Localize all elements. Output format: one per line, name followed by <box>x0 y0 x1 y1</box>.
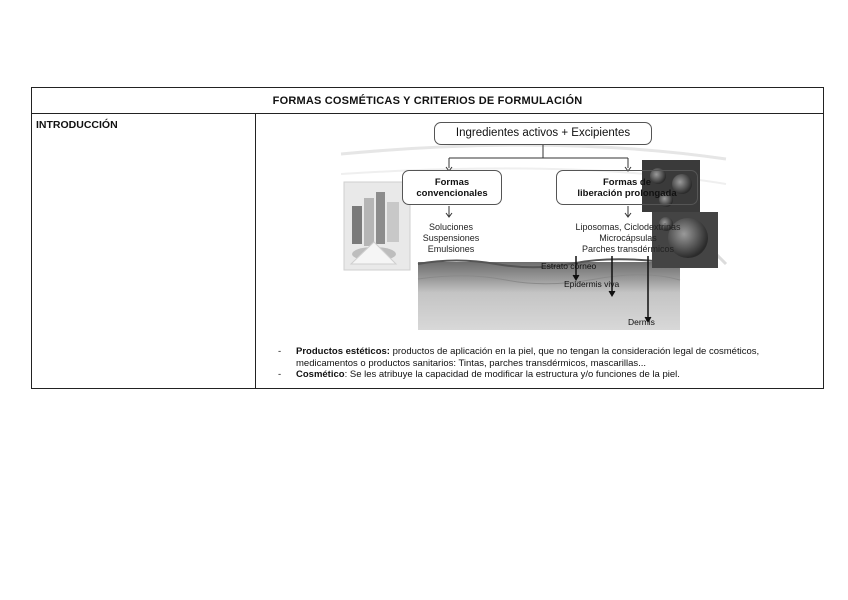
list-item: Suspensiones <box>422 233 480 243</box>
skin-layer-dermis: Dermis <box>628 317 655 327</box>
conventional-forms-line1: Formas <box>434 176 470 188</box>
definition-text: productos de aplicación en la piel, que no tengan la consideración legal de cosméticos, medicamentos o productos sanitarios: Tintas, parches transdérmicos, mascarillas... <box>296 346 760 369</box>
list-item: Microcápsulas <box>599 233 657 243</box>
definition-term: Productos estéticos: <box>296 346 390 357</box>
left-cell <box>32 114 256 388</box>
definition-item <box>278 369 798 381</box>
list-item: Parches transdérmicos <box>581 244 675 254</box>
definition-item <box>278 346 798 369</box>
prolonged-release-list <box>556 222 700 255</box>
prolonged-release-box <box>556 170 698 205</box>
section-label: INTRODUCCIÓN <box>36 119 118 131</box>
list-item: Liposomas, Ciclodextrinas <box>575 222 681 232</box>
right-cell <box>256 114 823 388</box>
formulation-diagram <box>256 114 824 360</box>
prolonged-release-line1: Formas de <box>602 176 652 188</box>
list-item: Emulsiones <box>427 244 475 254</box>
definition-text: : Se les atribuye la capacidad de modificar la estructura y/o funciones de la piel. <box>344 369 680 380</box>
conventional-forms-list <box>406 222 496 255</box>
conventional-forms-box <box>402 170 502 205</box>
definition-term: Cosmético <box>296 369 345 380</box>
table-title: FORMAS COSMÉTICAS Y CRITERIOS DE FORMULACIÓN <box>32 88 823 114</box>
active-ingredients-box: Ingredientes activos + Excipientes <box>434 122 652 145</box>
bullet-dash: - <box>278 346 282 357</box>
definitions-list <box>278 346 798 381</box>
document-table <box>31 87 824 389</box>
skin-layer-epidermis: Epidermis viva <box>564 279 620 289</box>
list-item: Soluciones <box>428 222 474 232</box>
bullet-dash: - <box>278 369 282 380</box>
diagram-illustration <box>256 114 824 360</box>
prolonged-release-line2: liberación prolongada <box>577 187 677 199</box>
conventional-forms-line2: convencionales <box>416 187 488 199</box>
skin-layer-stratum-corneum: Estrato córneo <box>541 261 597 271</box>
cosmetics-photo <box>344 182 410 270</box>
